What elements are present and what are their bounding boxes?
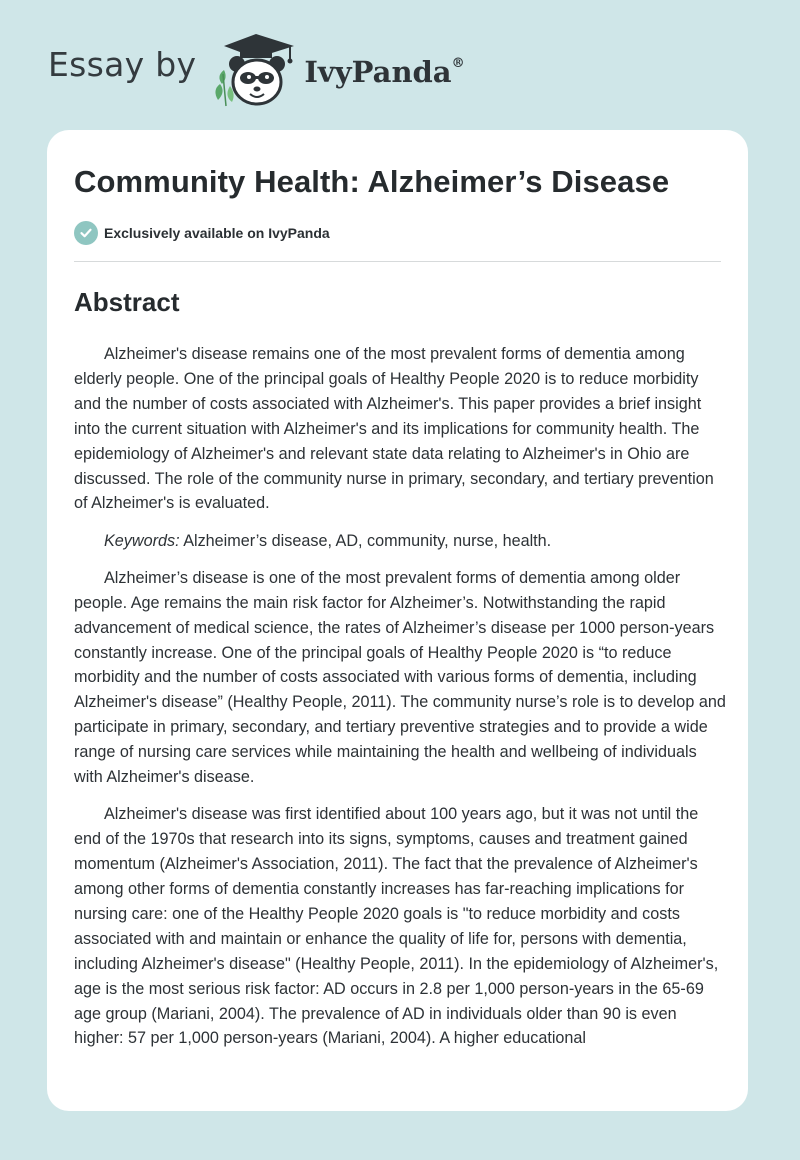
body-paragraph: Alzheimer’s disease is one of the most prevalent forms of dementia among older people. Age remains the main risk factor for Alzheimer’s. Notwithstanding the rapid advancement of medical science, the rates of Alzheimer’s disease per 1000 person-years constantly increase. One of the principal goals of Healthy People 2020 is “to reduce morbidity and the number of costs associated with various forms of dementia, including Alzheimer's disease” (Healthy People, 2011). The community nurse’s role is to develop and participate in primary, secondary, and tertiary preventive strategies and to provide a wide range of nursing care services while maintaining the health and wellbeing of individuals with Alzheimer's disease. — [74, 568, 726, 787]
keywords-label: Keywords: — [104, 531, 180, 550]
check-icon — [74, 221, 98, 245]
page-title: Community Health: Alzheimer’s Disease — [74, 164, 670, 199]
essay-card — [47, 130, 748, 1111]
exclusive-badge-text: Exclusively available on IvyPanda — [104, 225, 330, 241]
ivypanda-logo-icon — [210, 30, 302, 110]
brand-prefix: Essay by — [48, 44, 197, 84]
brand-logo-link[interactable] — [210, 30, 464, 110]
essay-body — [74, 342, 726, 1064]
trademark-symbol: ® — [451, 56, 465, 72]
abstract-heading: Abstract — [74, 287, 180, 317]
keywords-paragraph — [74, 529, 726, 554]
site-header — [48, 30, 465, 110]
exclusive-badge — [74, 221, 330, 245]
body-paragraph: Alzheimer's disease was first identified about 100 years ago, but it was not until the end of the 1970s that research into its signs, symptoms, causes and treatment gained momentum (Alzheimer's Association, 2011). The fact that the prevalence of Alzheimer's among other forms of dementia constantly increases has far-reaching implications for nursing care: one of the Healthy People 2020 goals is "to reduce morbidity and costs associated with and maintain or enhance the quality of life for, persons with dementia, including Alzheimer's disease" (Healthy People, 2011). In the epidemiology of Alzheimer's, age is the most serious risk factor: AD occurs in 2.8 per 1,000 person-years in the 65-69 age group (Mariani, 2004). The prevalence of AD in individuals older than 90 is even higher: 57 per 1,000 person-years (Mariani, 2004). A higher educational — [74, 805, 719, 1048]
brand-name: IvyPanda® — [304, 55, 465, 89]
abstract-paragraph: Alzheimer's disease remains one of the most prevalent forms of dementia among elderly people. One of the principal goals of Healthy People 2020 is to reduce morbidity and the number of costs associated with Alzheimer's. This paper provides a brief insight into the current situation with Alzheimer's and its implications for community health. The epidemiology of Alzheimer's and relevant state data relating to Alzheimer's in Ohio are discussed. The role of the community nurse in primary, secondary, and tertiary prevention of Alzheimer's is evaluated. — [74, 345, 714, 513]
keywords-text: Alzheimer’s disease, AD, community, nurse, health. — [183, 531, 552, 550]
divider — [74, 261, 721, 262]
